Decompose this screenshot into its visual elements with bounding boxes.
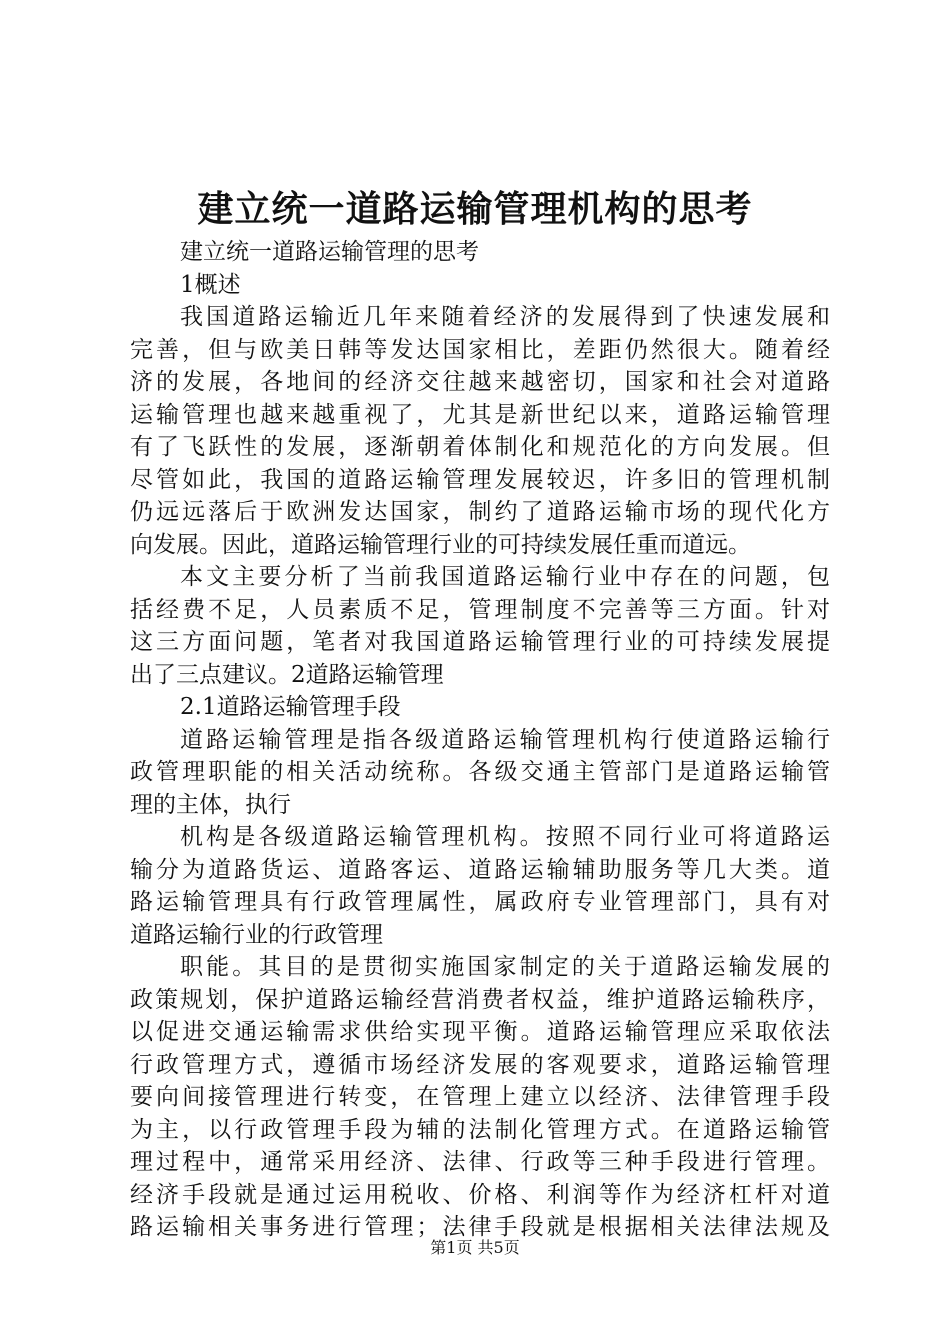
text-line: 仍远远落后于欧洲发达国家，制约了道路运输市场的现代化方 [130, 499, 830, 525]
text-line: 理过程中，通常采用经济、法律、行政等三种手段进行管理。 [130, 1149, 830, 1175]
text-line: 经济手段就是通过运用税收、价格、利润等作为经济杠杆对道 [130, 1181, 830, 1208]
text-line: 向发展。因此，道路运输管理行业的可持续发展任重而道远。 [130, 531, 751, 558]
text-line: 本文主要分析了当前我国道路运输行业中存在的问题，包 [180, 564, 830, 590]
text-line: 尽管如此，我国的道路运输管理发展较迟，许多旧的管理机制 [130, 466, 830, 493]
document-title: 建立统一道路运输管理机构的思考 [197, 189, 753, 230]
text-line: 行政管理方式，遵循市场经济发展的客观要求，道路运输管理 [130, 1051, 830, 1078]
text-line: 建立统一道路运输管理的思考 [180, 239, 479, 265]
page-footer: 第1页 共5页 [430, 1238, 520, 1257]
text-line: 1概述 [180, 271, 241, 298]
text-line: 道路运输管理是指各级道路运输管理机构行使道路运输行 [180, 726, 830, 753]
text-line: 括经费不足，人员素质不足，管理制度不完善等三方面。针对 [130, 596, 830, 623]
text-line: 2.1道路运输管理手段 [180, 694, 401, 720]
text-line: 完善，但与欧美日韩等发达国家相比，差距仍然很大。随着经 [130, 336, 830, 363]
text-line: 政管理职能的相关活动统称。各级交通主管部门是道路运输管 [130, 759, 830, 785]
text-line: 运输管理也越来越重视了，尤其是新世纪以来，道路运输管理 [130, 401, 830, 428]
text-line: 机构是各级道路运输管理机构。按照不同行业可将道路运 [180, 824, 830, 850]
text-line: 要向间接管理进行转变，在管理上建立以经济、法律管理手段 [130, 1084, 830, 1110]
text-line: 理的主体，执行 [130, 791, 291, 818]
text-line: 济的发展，各地间的经济交往越来越密切，国家和社会对道路 [130, 369, 830, 395]
text-line: 政策规划，保护道路运输经营消费者权益，维护道路运输秩序， [130, 986, 830, 1013]
text-line: 路运输管理具有行政管理属性，属政府专业管理部门，具有对 [130, 889, 830, 915]
document-body [130, 236, 830, 1244]
text-line: 以促进交通运输需求供给实现平衡。道路运输管理应采取依法 [130, 1019, 830, 1045]
text-line: 职能。其目的是贯彻实施国家制定的关于道路运输发展的 [180, 954, 830, 980]
text-line: 出了三点建议。2道路运输管理 [130, 661, 444, 688]
text-line: 有了飞跃性的发展，逐渐朝着体制化和规范化的方向发展。但 [130, 434, 830, 460]
text-line: 我国道路运输近几年来随着经济的发展得到了快速发展和 [180, 304, 830, 330]
text-line: 为主，以行政管理手段为辅的法制化管理方式。在道路运输管 [130, 1116, 830, 1143]
text-line: 道路运输行业的行政管理 [130, 921, 383, 948]
text-line: 这三方面问题，笔者对我国道路运输管理行业的可持续发展提 [130, 629, 830, 655]
text-line: 输分为道路货运、道路客运、道路运输辅助服务等几大类。道 [130, 856, 830, 883]
text-line: 路运输相关事务进行管理；法律手段就是根据相关法律法规及 [130, 1214, 830, 1240]
